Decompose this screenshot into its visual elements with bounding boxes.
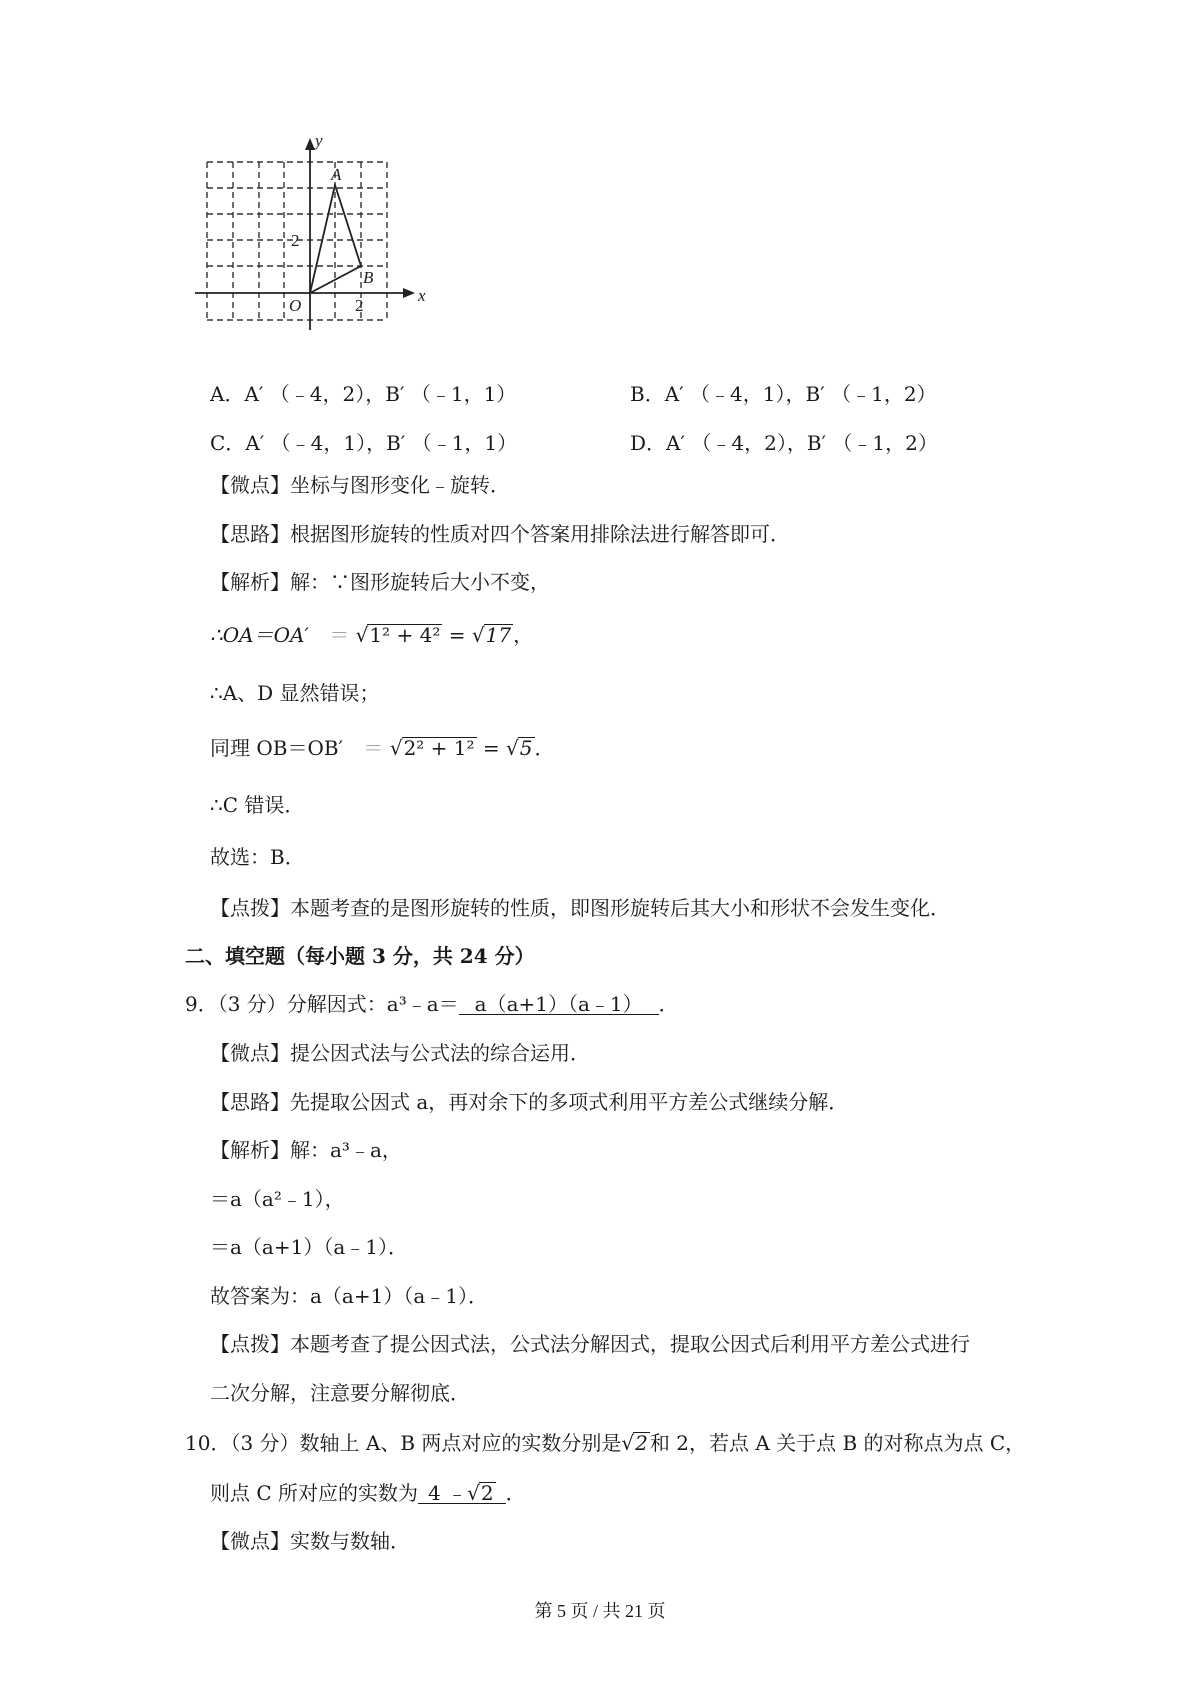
q9-stem-end: ． [658, 992, 679, 1016]
q8-step3-result: 5 [519, 736, 533, 760]
q9-stem [185, 994, 679, 1015]
q8-silu: 【思路】根据图形旋转的性质对四个答案用排除法进行解答即可． [210, 522, 790, 546]
page-footer: 第 5 页 / 共 21 页 [534, 1601, 666, 1621]
q8-step1-result: 17 [485, 623, 512, 647]
q8-step3-radicand: 2² + 1² [403, 736, 475, 760]
q9-answer: 故答案为：a（a+1）（a﹣1）． [210, 1284, 488, 1308]
q8-answer: 故选：B． [210, 845, 305, 869]
option-a-text: A′ （﹣4，2），B′ （﹣1，1） [244, 382, 517, 406]
q10-stem-line1-a: 10．（3 分）数轴上 A、B 两点对应的实数分别是 [185, 1431, 622, 1455]
q9-dianbo-line1: 【点拨】本题考查了提公因式法，公式法分解因式，提取公因式后利用平方差公式进行 [210, 1332, 970, 1356]
q8-weidian: 【微点】坐标与图形变化﹣旋转． [210, 473, 510, 497]
option-d-letter: D． [630, 431, 667, 455]
q8-step1-radicand: 1² + 4² [369, 623, 441, 647]
option-c-letter: C． [210, 431, 246, 455]
q8-jiexi: 【解析】解：∵图形旋转后大小不变， [210, 570, 550, 594]
q10-blank-sqrt: √2 [467, 1481, 494, 1505]
q8-step3-res-sqrt: √5 [506, 736, 533, 760]
origin-label: O [289, 296, 302, 315]
q8-step3 [210, 737, 555, 758]
option-d-text: A′ （﹣4，2），B′ （﹣1，2） [666, 431, 938, 455]
q8-step1-eq2: = [448, 623, 466, 647]
coordinate-figure [185, 130, 445, 345]
q9-step1: ＝a（a²﹣1）， [210, 1187, 345, 1211]
option-b-text: A′ （﹣4，1），B′ （﹣1，2） [664, 382, 937, 406]
q10-stem-line1 [185, 1432, 1025, 1453]
option-a [210, 378, 516, 407]
option-b [630, 378, 937, 407]
q9-silu: 【思路】先提取公因式 a，再对余下的多项式利用平方差公式继续分解． [210, 1090, 849, 1114]
q9-weidian: 【微点】提公因式法与公式法的综合运用． [210, 1041, 590, 1065]
point-a-label: A [331, 165, 342, 184]
q9-answer-blank: a（a+1）（a﹣1） [459, 994, 659, 1015]
q8-dianbo: 【点拨】本题考查的是图形旋转的性质，即图形旋转后其大小和形状不会发生变化． [210, 896, 950, 920]
q8-step1-sqrt: √1² + 4² [355, 623, 441, 647]
q8-step1 [210, 624, 533, 645]
q8-step3-left: 同理 OB＝OB′ [210, 736, 344, 760]
q8-step4: ∴C 错误． [210, 793, 305, 817]
q10-stem-line2 [210, 1482, 526, 1504]
point-b-label: B [363, 268, 374, 287]
q8-step3-sqrt: √2² + 1² [389, 736, 475, 760]
option-d [630, 427, 938, 456]
q9-dianbo-line2: 二次分解，注意要分解彻底． [210, 1381, 470, 1405]
y-axis-label: y [315, 131, 323, 150]
q10-blank-num: 4 [428, 1481, 441, 1505]
q8-step3-eq2: = [482, 736, 500, 760]
q10-sqrt2: √2 [621, 1431, 648, 1455]
q9-jiexi: 【解析】解：a³﹣a， [210, 1138, 402, 1162]
q10-stem-line2-a: 则点 C 所对应的实数为 [210, 1481, 419, 1505]
q10-radicand: 2 [635, 1431, 648, 1455]
q10-weidian: 【微点】实数与数轴． [210, 1529, 410, 1553]
option-c [210, 427, 517, 456]
q8-step1-left: ∴OA＝OA′ [210, 623, 309, 647]
q9-step2: ＝a（a+1）（a﹣1）． [210, 1235, 408, 1259]
option-c-text: A′ （﹣4，1），B′ （﹣1，1） [245, 431, 518, 455]
q10-answer-blank [418, 1482, 506, 1504]
q10-stem-line1-b: 和 2，若点 A 关于点 B 的对称点为点 C， [649, 1431, 1026, 1455]
y-tick-label: 2 [291, 231, 300, 250]
q9-stem-prefix: 9．（3 分）分解因式：a³﹣a＝ [185, 992, 459, 1016]
q8-step1-res-sqrt: √17 [471, 623, 512, 647]
x-tick-label: 2 [355, 296, 364, 315]
q8-step2: ∴A、D 显然错误； [210, 681, 380, 705]
section-heading: 二、填空题（每小题 3 分，共 24 分） [185, 944, 535, 968]
q8-step3-end: ． [534, 736, 555, 760]
q8-step1-end: ， [513, 623, 534, 647]
x-axis-label: x [418, 286, 426, 305]
q10-blank-minus: ﹣ [447, 1481, 468, 1505]
option-b-letter: B． [630, 382, 665, 406]
q10-stem-end: ． [505, 1481, 526, 1505]
option-a-letter: A． [210, 382, 245, 406]
q8-step3-eq: ＝ [363, 736, 384, 760]
q8-step1-eq: ＝ [329, 623, 350, 647]
q10-blank-radicand: 2 [480, 1481, 494, 1505]
